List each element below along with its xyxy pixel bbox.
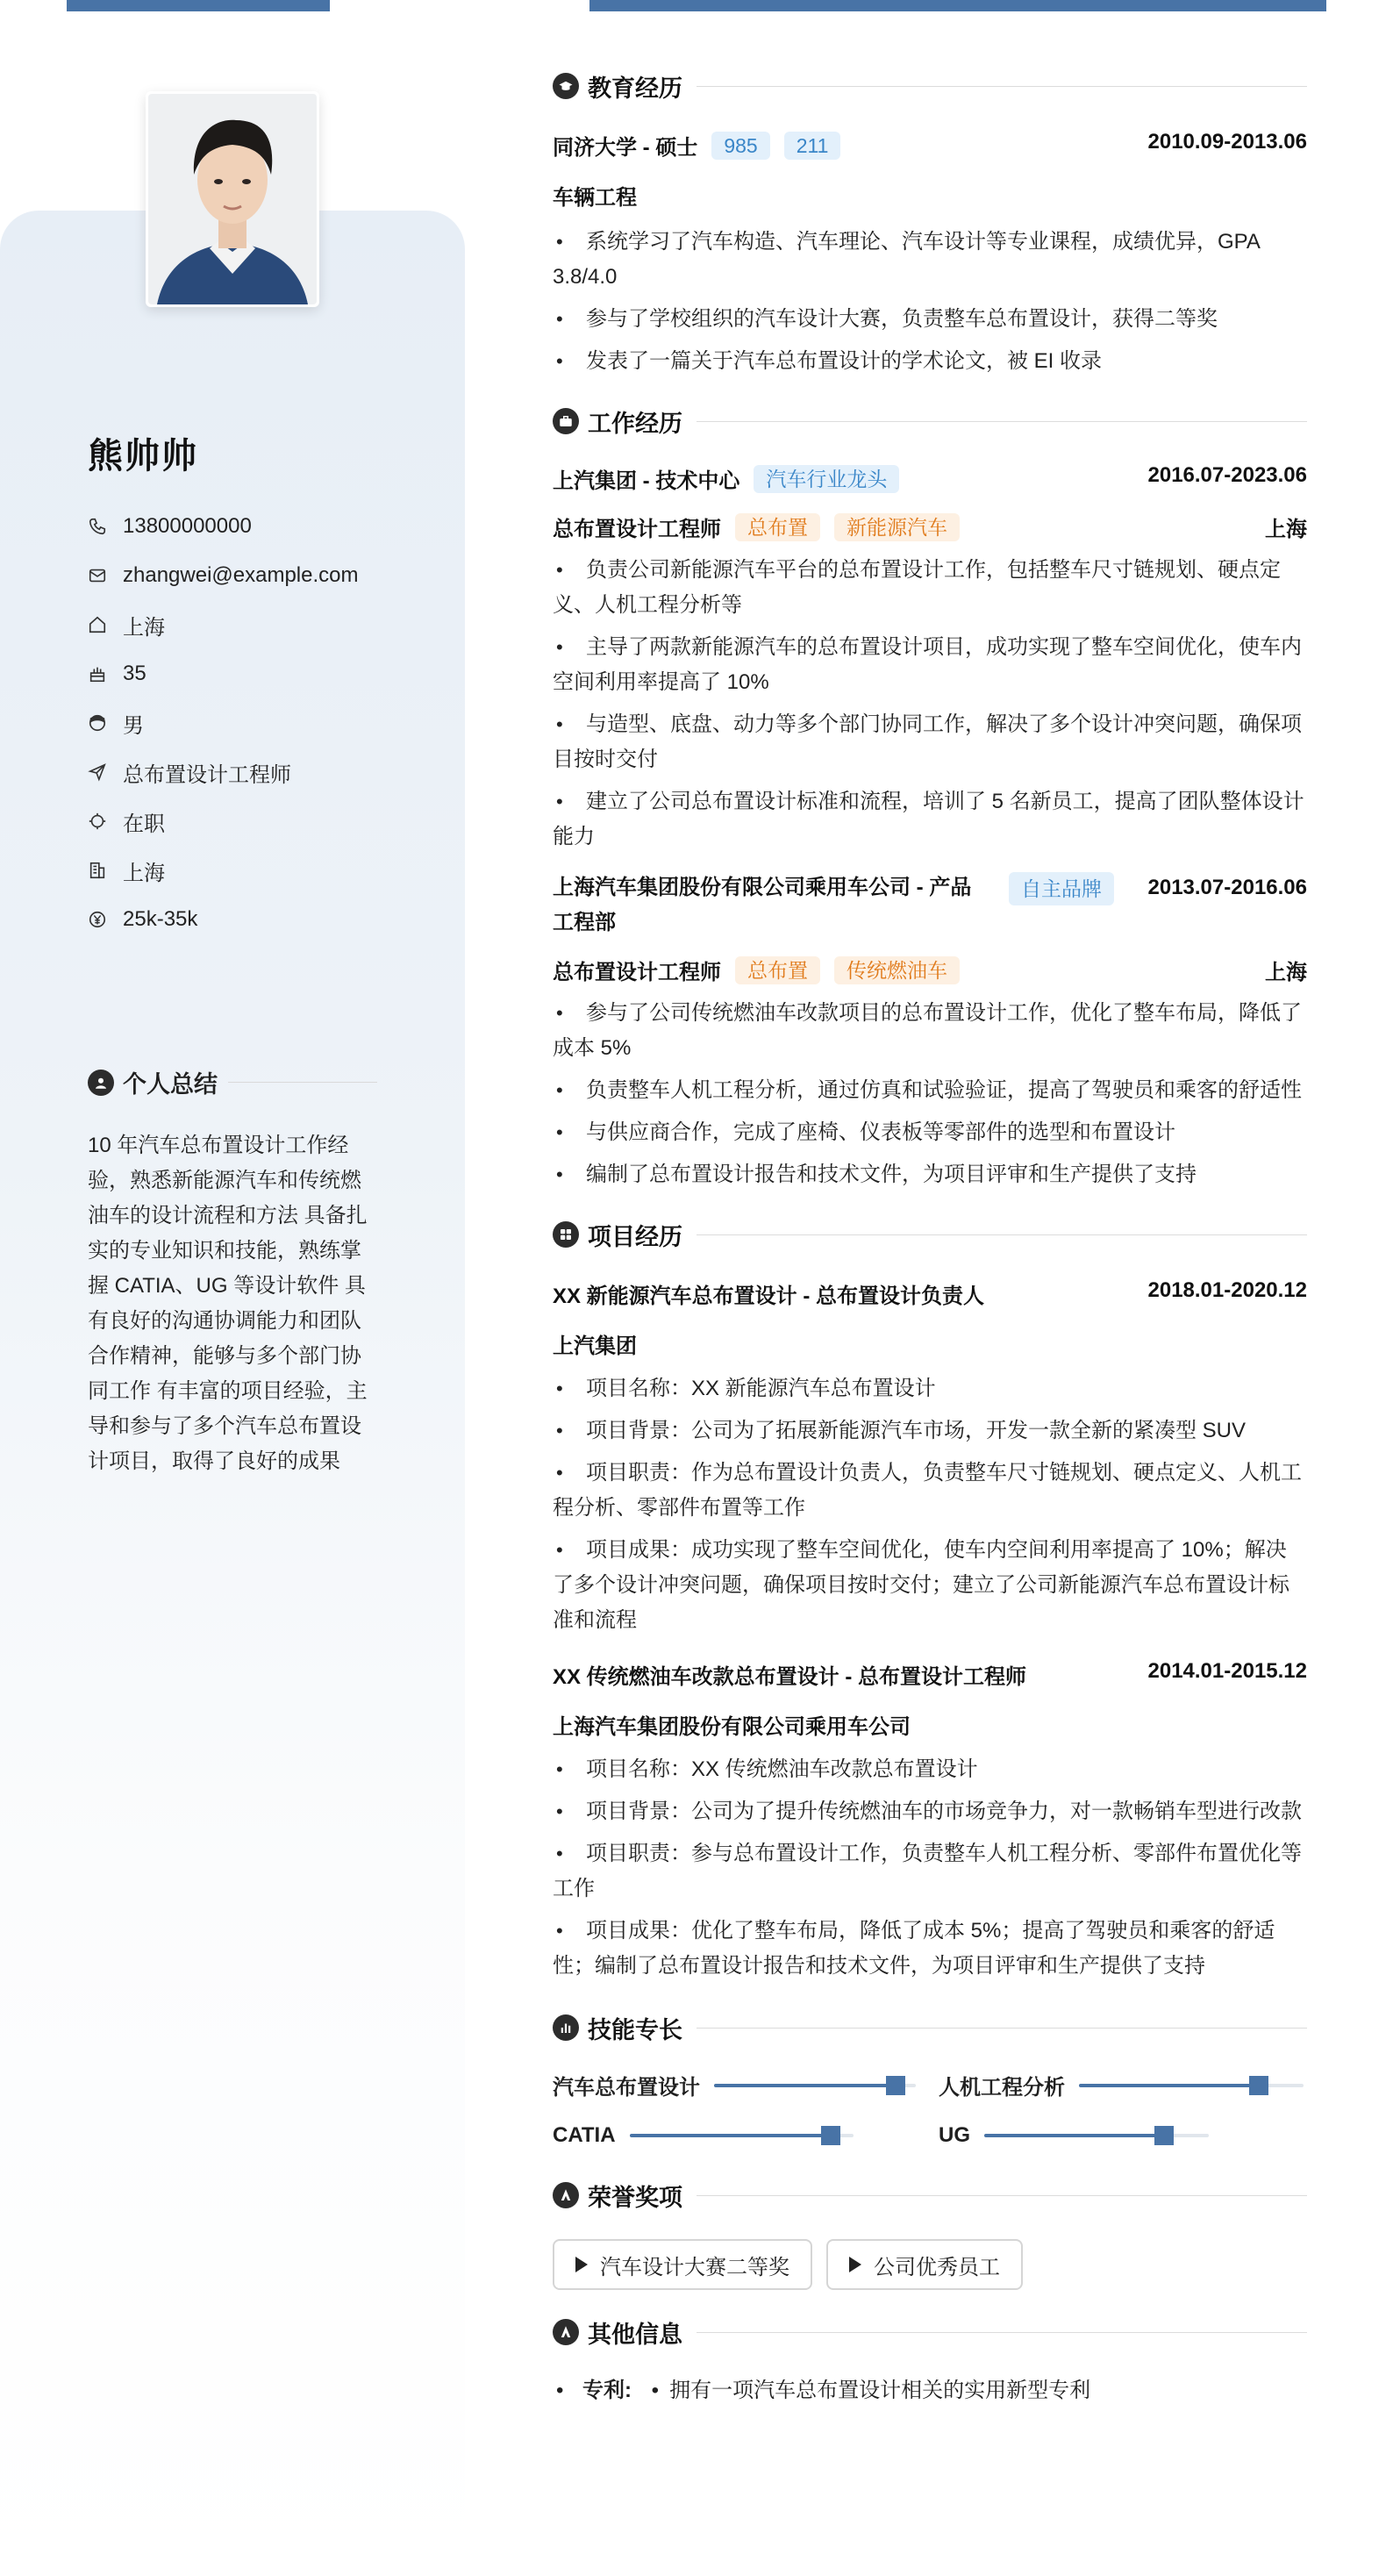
award-icon	[553, 2182, 579, 2208]
list-item: • 项目成果：优化了整车布局，降低了成本 5%；提高了驾驶员和乘客的舒适性；编制了总布置设计报告和技术文件，为项目评审和生产提供了支持	[553, 1914, 1307, 1984]
graduation-cap-icon	[553, 73, 579, 99]
work-section-header	[553, 404, 1307, 439]
awards-divider	[696, 2195, 1307, 2196]
portrait-image	[148, 94, 317, 304]
info-gender	[88, 698, 359, 748]
awards-title: 荣誉奖项	[588, 2184, 682, 2211]
list-item: • 发表了一篇关于汽车总布置设计的学术论文，被 EI 收录	[553, 344, 1307, 379]
position-tag: 总布置	[735, 513, 820, 541]
list-item: • 与供应商合作，完成了座椅、仪表板等零部件的选型和布置设计	[553, 1115, 1307, 1150]
school-tag: 985	[711, 132, 769, 160]
job-date: 2016.07-2023.06	[1147, 463, 1307, 487]
summary-title: 个人总结	[123, 1071, 218, 1098]
candidate-name: 熊帅帅	[88, 437, 198, 476]
skills-section-header	[553, 2010, 1307, 2045]
skill-bar-fill	[1079, 2084, 1259, 2087]
list-item: • 参与了公司传统燃油车改款项目的总布置设计工作，优化了整车布局，降低了成本 5%	[553, 996, 1307, 1066]
list-item: • 主导了两款新能源汽车的总布置设计项目，成功实现了整车空间优化，使车内空间利用率提高了 10%	[553, 630, 1307, 700]
info-age	[88, 649, 359, 698]
job-bullets	[553, 553, 1307, 855]
info-email	[88, 551, 359, 600]
skill-bar-knob	[821, 2126, 840, 2145]
school-name: 同济大学 - 硕士	[553, 136, 698, 160]
award-chip[interactable]	[553, 2239, 812, 2290]
briefcase-icon	[553, 408, 579, 434]
job-header-row	[553, 870, 1307, 941]
email-address: zhangwei@example.com	[123, 563, 359, 587]
other-divider	[696, 2332, 1307, 2333]
list-item: • 项目成果：成功实现了整车空间优化，使车内空间利用率提高了 10%；解决了多个设计冲突问题，确保项目按时交付；建立了公司新能源汽车总布置设计标准和流程	[553, 1533, 1307, 1638]
info-phone	[88, 502, 359, 551]
position-tag: 新能源汽车	[834, 513, 960, 541]
project-header-row	[553, 1659, 1307, 1690]
project-name: XX 传统燃油车改款总布置设计 - 总布置设计工程师	[553, 1665, 1027, 1689]
award-label: 汽车设计大赛二等奖	[600, 2255, 789, 2279]
project-org: 上汽集团	[553, 1335, 637, 1358]
project-date: 2014.01-2015.12	[1147, 1659, 1307, 1683]
project-bullets	[553, 1752, 1307, 1984]
company-name: 上汽集团 - 技术中心	[553, 469, 740, 493]
project-name: XX 新能源汽车总布置设计 - 总布置设计负责人	[553, 1284, 985, 1308]
skill-name: 人机工程分析	[939, 2076, 1065, 2100]
home-icon	[88, 615, 107, 634]
project-bullets	[553, 1371, 1307, 1638]
job-position-row	[553, 955, 1307, 985]
cake-icon	[88, 664, 107, 683]
skill-bar	[1079, 2084, 1304, 2087]
skill-bar-fill	[714, 2084, 896, 2087]
education-row	[553, 130, 1307, 161]
school-tag: 211	[784, 132, 841, 160]
job-position-row	[553, 512, 1307, 542]
project-header-row	[553, 1278, 1307, 1309]
education-title: 教育经历	[588, 75, 682, 102]
skill-bar	[984, 2134, 1209, 2137]
skill-bar	[630, 2134, 854, 2137]
grid-icon	[553, 1221, 579, 1248]
bar-chart-icon	[553, 2014, 579, 2041]
target-city-text: 上海	[123, 861, 165, 885]
list-item: • 系统学习了汽车构造、汽车理论、汽车设计等专业课程，成绩优异，GPA 3.8/4.0	[553, 225, 1307, 295]
job-position: 总布置设计工程师	[553, 961, 721, 984]
currency-icon	[88, 910, 107, 929]
contact-info-list	[88, 502, 359, 944]
skill-item	[553, 2070, 939, 2100]
projects-title: 项目经历	[588, 1223, 682, 1250]
skill-item	[939, 2123, 1307, 2148]
status-text: 在职	[123, 812, 165, 836]
user-icon	[88, 1070, 114, 1096]
gender-icon	[88, 713, 107, 733]
skill-name: 汽车总布置设计	[553, 2076, 700, 2100]
info-status	[88, 797, 359, 846]
list-item: • 项目名称：XX 传统燃油车改款总布置设计	[553, 1752, 1307, 1787]
info-salary	[88, 895, 359, 944]
education-bullets	[553, 225, 1307, 379]
header-accent-bar-left	[67, 0, 330, 11]
skill-name: UG	[939, 2123, 970, 2147]
info-location	[88, 600, 359, 649]
position-tag: 传统燃油车	[834, 956, 960, 984]
other-section-header	[553, 2315, 1307, 2350]
award-label: 公司优秀员工	[874, 2255, 1000, 2279]
other-item: • 专利: • 拥有一项汽车总布置设计相关的实用新型专利	[556, 2379, 1091, 2402]
phone-icon	[88, 517, 107, 536]
awards-list	[553, 2239, 1307, 2290]
gender-text: 男	[123, 713, 144, 738]
skill-bar-fill	[984, 2134, 1164, 2137]
other-label: 专利:	[582, 2379, 632, 2402]
list-item: • 负责公司新能源汽车平台的总布置设计工作，包括整车尺寸链规划、硬点定义、人机工程分析等	[553, 553, 1307, 623]
award-chip[interactable]	[826, 2239, 1023, 2290]
skill-name: CATIA	[553, 2123, 616, 2147]
list-item: • 项目背景：公司为了提升传统燃油车的市场竞争力，对一款畅销车型进行改款	[553, 1794, 1307, 1829]
list-item: • 参与了学校组织的汽车设计大赛，负责整车总布置设计，获得二等奖	[553, 302, 1307, 337]
summary-text: 10 年汽车总布置设计工作经验，熟悉新能源汽车和传统燃油车的设计流程和方法 具备扎实的专业知识和技能，熟练掌握 CATIA、UG 等设计软件 具有良好的沟通协调能力和团队合作精神，能够与多个部门协同工作 有丰富的项目经验，主导和参与了多个汽车总布置设计项目，取得了良好的成果	[88, 1134, 368, 1473]
main-content	[553, 68, 1307, 2403]
job-header-row	[553, 463, 1307, 494]
list-item: • 项目名称：XX 新能源汽车总布置设计	[553, 1371, 1307, 1406]
skill-item	[939, 2070, 1307, 2100]
work-divider	[696, 421, 1307, 422]
summary-divider	[228, 1082, 377, 1083]
info-target-city	[88, 846, 359, 895]
list-item: • 负责整车人机工程分析，通过仿真和试验验证，提高了驾驶员和乘客的舒适性	[553, 1073, 1307, 1108]
list-item: • 项目背景：公司为了拓展新能源汽车市场，开发一款全新的紧凑型 SUV	[553, 1413, 1307, 1449]
info-target-position	[88, 748, 359, 797]
company-name: 上海汽车集团股份有限公司乘用车公司 - 产品工程部	[553, 876, 972, 934]
skill-item	[553, 2123, 939, 2148]
projects-divider	[696, 1234, 1307, 1235]
education-date: 2010.09-2013.06	[1147, 130, 1307, 154]
building-icon	[88, 861, 107, 880]
phone-number: 13800000000	[123, 514, 252, 538]
project-date: 2018.01-2020.12	[1147, 1278, 1307, 1302]
job-city: 上海	[1265, 961, 1307, 984]
target-position-text: 总布置设计工程师	[123, 762, 291, 787]
location-text: 上海	[123, 615, 165, 640]
job-date: 2013.07-2016.06	[1147, 876, 1307, 899]
play-icon	[575, 2257, 588, 2272]
major-name: 车辆工程	[553, 186, 637, 210]
skills-grid	[553, 2070, 1307, 2148]
skills-divider	[696, 2028, 1307, 2029]
other-text: 拥有一项汽车总布置设计相关的实用新型专利	[669, 2379, 1091, 2402]
skills-title: 技能专长	[588, 2016, 682, 2043]
skill-bar-knob	[1249, 2076, 1268, 2095]
skill-bar	[714, 2084, 916, 2087]
awards-section-header	[553, 2178, 1307, 2213]
list-item: • 建立了公司总布置设计标准和流程，培训了 5 名新员工，提高了团队整体设计能力	[553, 784, 1307, 855]
work-title: 工作经历	[588, 410, 682, 437]
skill-bar-knob	[886, 2076, 905, 2095]
summary-header	[88, 1065, 377, 1099]
list-item: • 项目职责：作为总布置设计负责人，负责整车尺寸链规划、硬点定义、人机工程分析、零部件布置等工作	[553, 1456, 1307, 1526]
company-tag: 汽车行业龙头	[754, 465, 899, 493]
status-icon	[88, 812, 107, 831]
header-accent-bar-right	[589, 0, 1326, 11]
list-item: • 与造型、底盘、动力等多个部门协同工作，解决了多个设计冲突问题，确保项目按时交付	[553, 707, 1307, 777]
age-text: 35	[123, 662, 146, 685]
job-position: 总布置设计工程师	[553, 518, 721, 541]
send-icon	[88, 762, 107, 782]
company-tag: 自主品牌	[1009, 872, 1114, 905]
skill-bar-fill	[630, 2134, 832, 2137]
education-divider	[696, 86, 1307, 87]
list-item: • 项目职责：参与总布置设计工作，负责整车人机工程分析、零部件布置优化等工作	[553, 1836, 1307, 1907]
position-tag: 总布置	[735, 956, 820, 984]
project-org: 上海汽车集团股份有限公司乘用车公司	[553, 1715, 911, 1739]
skill-bar-knob	[1154, 2126, 1174, 2145]
job-bullets	[553, 996, 1307, 1192]
list-item: • 编制了总布置设计报告和技术文件，为项目评审和生产提供了支持	[553, 1157, 1307, 1192]
info-icon	[553, 2319, 579, 2345]
projects-section-header	[553, 1217, 1307, 1252]
email-icon	[88, 566, 107, 585]
salary-text: 25k-35k	[123, 907, 198, 931]
play-icon	[849, 2257, 861, 2272]
education-section-header	[553, 68, 1307, 104]
profile-photo	[146, 91, 319, 307]
job-city: 上海	[1265, 518, 1307, 541]
other-title: 其他信息	[588, 2321, 682, 2348]
